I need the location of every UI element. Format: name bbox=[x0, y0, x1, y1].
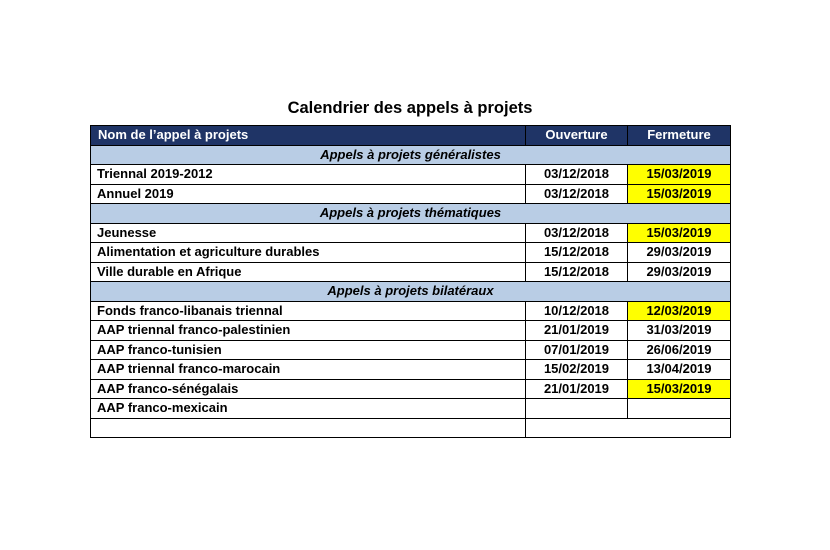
closing-date: 26/06/2019 bbox=[628, 340, 731, 360]
table-row bbox=[91, 243, 731, 263]
table-row bbox=[91, 360, 731, 380]
table-row bbox=[91, 340, 731, 360]
closing-date: 15/03/2019 bbox=[628, 165, 731, 185]
call-name: Triennal 2019-2012 bbox=[91, 165, 526, 185]
opening-date: 07/01/2019 bbox=[526, 340, 628, 360]
closing-date: 31/03/2019 bbox=[628, 321, 731, 341]
section-header-row bbox=[91, 204, 731, 224]
table-row bbox=[91, 301, 731, 321]
table-row bbox=[91, 321, 731, 341]
closing-date: 29/03/2019 bbox=[628, 243, 731, 263]
opening-date: 21/01/2019 bbox=[526, 321, 628, 341]
section-title: Appels à projets thématiques bbox=[91, 204, 731, 224]
opening-date: 15/12/2018 bbox=[526, 262, 628, 282]
table-row bbox=[91, 223, 731, 243]
closing-date: 13/04/2019 bbox=[628, 360, 731, 380]
call-name: Annuel 2019 bbox=[91, 184, 526, 204]
call-name bbox=[91, 418, 526, 438]
call-name: Ville durable en Afrique bbox=[91, 262, 526, 282]
call-name: Fonds franco-libanais triennal bbox=[91, 301, 526, 321]
table-row bbox=[91, 379, 731, 399]
calls-calendar-table bbox=[90, 125, 731, 438]
column-header-name: Nom de l’appel à projets bbox=[91, 126, 526, 146]
closing-date: 29/03/2019 bbox=[628, 262, 731, 282]
section-header-row bbox=[91, 282, 731, 302]
opening-date: 03/12/2018 bbox=[526, 165, 628, 185]
opening-date: 03/12/2018 bbox=[526, 184, 628, 204]
table-row bbox=[91, 418, 731, 438]
table-row bbox=[91, 399, 731, 419]
column-header-closing: Fermeture bbox=[628, 126, 731, 146]
call-name: AAP franco-sénégalais bbox=[91, 379, 526, 399]
closing-date: 12/03/2019 bbox=[628, 301, 731, 321]
page-title: Calendrier des appels à projets bbox=[287, 99, 533, 117]
call-name: Alimentation et agriculture durables bbox=[91, 243, 526, 263]
opening-date: 15/12/2018 bbox=[526, 243, 628, 263]
opening-date: 10/12/2018 bbox=[526, 301, 628, 321]
call-name: AAP franco-mexicain bbox=[91, 399, 526, 419]
table-row bbox=[91, 184, 731, 204]
call-name: AAP triennal franco-palestinien bbox=[91, 321, 526, 341]
call-name: AAP franco-tunisien bbox=[91, 340, 526, 360]
table-row bbox=[91, 262, 731, 282]
closing-date: 15/03/2019 bbox=[628, 223, 731, 243]
section-title: Appels à projets bilatéraux bbox=[91, 282, 731, 302]
closing-date: 15/03/2019 bbox=[628, 184, 731, 204]
closing-date: 15/03/2019 bbox=[628, 379, 731, 399]
opening-date: 03/12/2018 bbox=[526, 223, 628, 243]
period-note bbox=[526, 418, 731, 438]
section-title: Appels à projets généralistes bbox=[91, 145, 731, 165]
section-header-row bbox=[91, 145, 731, 165]
call-name: AAP triennal franco-marocain bbox=[91, 360, 526, 380]
opening-date: 21/01/2019 bbox=[526, 379, 628, 399]
closing-date bbox=[628, 399, 731, 419]
opening-date bbox=[526, 399, 628, 419]
call-name: Jeunesse bbox=[91, 223, 526, 243]
column-header-opening: Ouverture bbox=[526, 126, 628, 146]
table-row bbox=[91, 165, 731, 185]
table-header-row bbox=[91, 126, 731, 146]
opening-date: 15/02/2019 bbox=[526, 360, 628, 380]
